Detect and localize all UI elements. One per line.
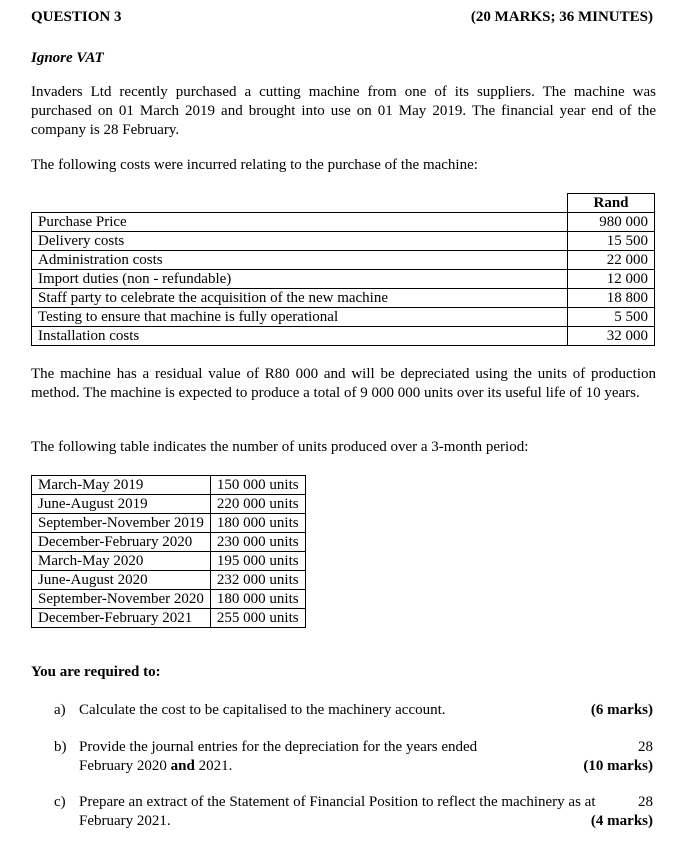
units-intro: The following table indicates the number of units produced over a 3-month period:	[31, 439, 529, 455]
table-row: Purchase Price 980 000	[32, 213, 655, 232]
task-a-marks: (6 marks)	[590, 702, 653, 718]
table-row: March-May 2020 195 000 units	[32, 552, 306, 571]
task-c-marks: (4 marks)	[590, 813, 653, 829]
task-c-letter: c)	[54, 794, 66, 810]
task-c-line1-tail: 28	[638, 794, 653, 810]
costs-table	[31, 193, 655, 346]
task-b-marks: (10 marks)	[583, 758, 653, 774]
table-row: September-November 2019 180 000 units	[32, 514, 306, 533]
task-a-letter: a)	[54, 702, 66, 718]
costs-header-row	[32, 194, 655, 213]
required-heading: You are required to:	[31, 664, 161, 680]
table-row: September-November 2020 180 000 units	[32, 590, 306, 609]
question-title: QUESTION 3	[31, 9, 122, 25]
intro-paragraph: Invaders Ltd recently purchased a cutting machine from one of its suppliers. The machine was purchased on 01 March 2019 and brought into use on 01 May 2019. The financial year end of the company is 28 February.	[31, 84, 656, 138]
table-row: December-February 2021 255 000 units	[32, 609, 306, 628]
costs-intro: The following costs were incurred relating to the purchase of the machine:	[31, 157, 478, 173]
table-row: Testing to ensure that machine is fully operational 5 500	[32, 308, 655, 327]
table-row: Installation costs 32 000	[32, 327, 655, 346]
vat-note: Ignore VAT	[31, 50, 104, 66]
task-b-line1-tail: 28	[638, 739, 653, 755]
task-b-line1: Provide the journal entries for the depreciation for the years ended	[79, 739, 478, 755]
task-c-line1: Prepare an extract of the Statement of Financial Position to reflect the machinery as at	[79, 794, 596, 810]
table-row: Import duties (non - refundable) 12 000	[32, 270, 655, 289]
table-row: Administration costs 22 000	[32, 251, 655, 270]
rand-header: Rand	[568, 194, 655, 213]
table-row: Staff party to celebrate the acquisition of the new machine 18 800	[32, 289, 655, 308]
table-row: Delivery costs 15 500	[32, 232, 655, 251]
table-row: June-August 2019 220 000 units	[32, 495, 306, 514]
task-b-letter: b)	[54, 739, 67, 755]
question-marks: (20 MARKS; 36 MINUTES)	[470, 9, 653, 25]
task-b-line2: February 2020 and 2021.	[79, 758, 233, 774]
residual-paragraph: The machine has a residual value of R80 000 and will be depreciated using the units of production method. The machine is expected to produce a total of 9 000 000 units over its useful life of 10 years.	[31, 366, 656, 401]
units-table	[31, 475, 306, 628]
task-c-line2: February 2021.	[79, 813, 171, 829]
table-row: December-February 2020 230 000 units	[32, 533, 306, 552]
table-row: March-May 2019 150 000 units	[32, 476, 306, 495]
table-row: June-August 2020 232 000 units	[32, 571, 306, 590]
task-a-text: Calculate the cost to be capitalised to the machinery account.	[79, 702, 446, 718]
